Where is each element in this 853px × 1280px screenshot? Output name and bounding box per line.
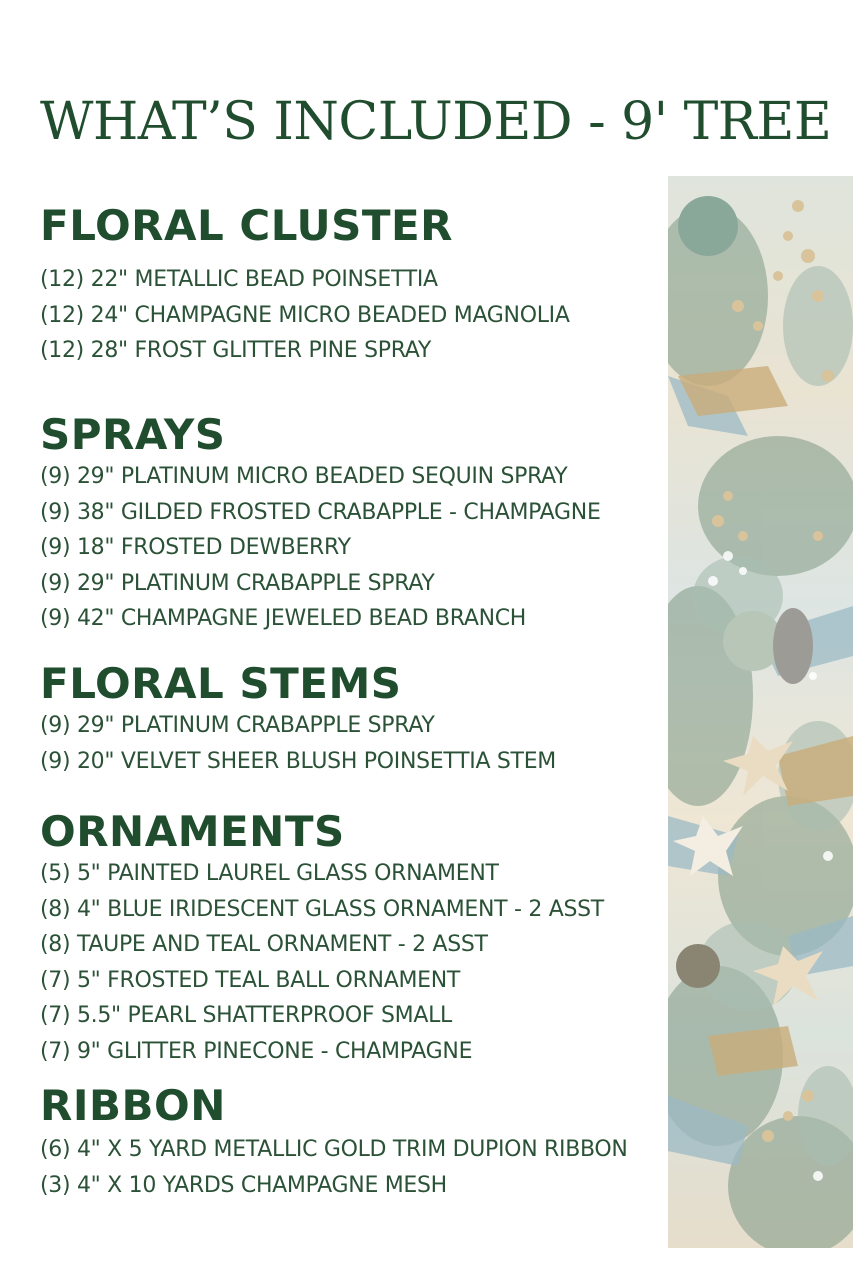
section-heading: RIBBON [40,1081,226,1130]
list-item: (9) 18" FROSTED DEWBERRY [40,535,351,561]
section-heading: ORNAMENTS [40,807,345,856]
item-list [40,1132,650,1203]
list-item: (9) 42" CHAMPAGNE JEWELED BEAD BRANCH [40,606,527,632]
list-item: (9) 29" PLATINUM CRABAPPLE SPRAY [40,713,435,739]
page-title: WHAT’S INCLUDED - 9' TREE [40,92,832,152]
list-item: (9) 20" VELVET SHEER BLUSH POINSETTIA STEM [40,748,556,774]
list-item: (7) 9" GLITTER PINECONE - CHAMPAGNE [40,1038,473,1064]
section-ribbon [40,1081,650,1203]
item-list [40,856,650,1069]
section-sprays [40,410,650,637]
section-ornaments [40,807,650,1069]
item-list [40,262,650,369]
list-item: (12) 28" FROST GLITTER PINE SPRAY [40,338,431,364]
list-item: (9) 29" PLATINUM CRABAPPLE SPRAY [40,570,435,596]
section-floral-cluster [40,201,650,369]
list-item: (7) 5.5" PEARL SHATTERPROOF SMALL [40,1003,452,1029]
list-item: (3) 4" X 10 YARDS CHAMPAGNE MESH [40,1172,447,1198]
list-item: (8) TAUPE AND TEAL ORNAMENT - 2 ASST [40,932,488,958]
section-floral-stems [40,659,650,779]
list-item: (9) 38" GILDED FROSTED CRABAPPLE - CHAMPAGNE [40,499,601,525]
list-item: (6) 4" X 5 YARD METALLIC GOLD TRIM DUPION RIBBON [40,1137,628,1163]
list-item: (9) 29" PLATINUM MICRO BEADED SEQUIN SPRAY [40,464,568,490]
list-item: (8) 4" BLUE IRIDESCENT GLASS ORNAMENT - 2 ASST [40,896,604,922]
section-heading: FLORAL CLUSTER [40,201,454,250]
christmas-tree-photo [668,176,853,1248]
item-list [40,459,650,637]
section-heading: SPRAYS [40,410,226,459]
list-item: (12) 22" METALLIC BEAD POINSETTIA [40,267,438,293]
item-list [40,708,650,779]
list-item: (12) 24" CHAMPAGNE MICRO BEADED MAGNOLIA [40,302,570,328]
list-item: (5) 5" PAINTED LAUREL GLASS ORNAMENT [40,861,499,887]
section-heading: FLORAL STEMS [40,659,402,708]
list-item: (7) 5" FROSTED TEAL BALL ORNAMENT [40,967,461,993]
